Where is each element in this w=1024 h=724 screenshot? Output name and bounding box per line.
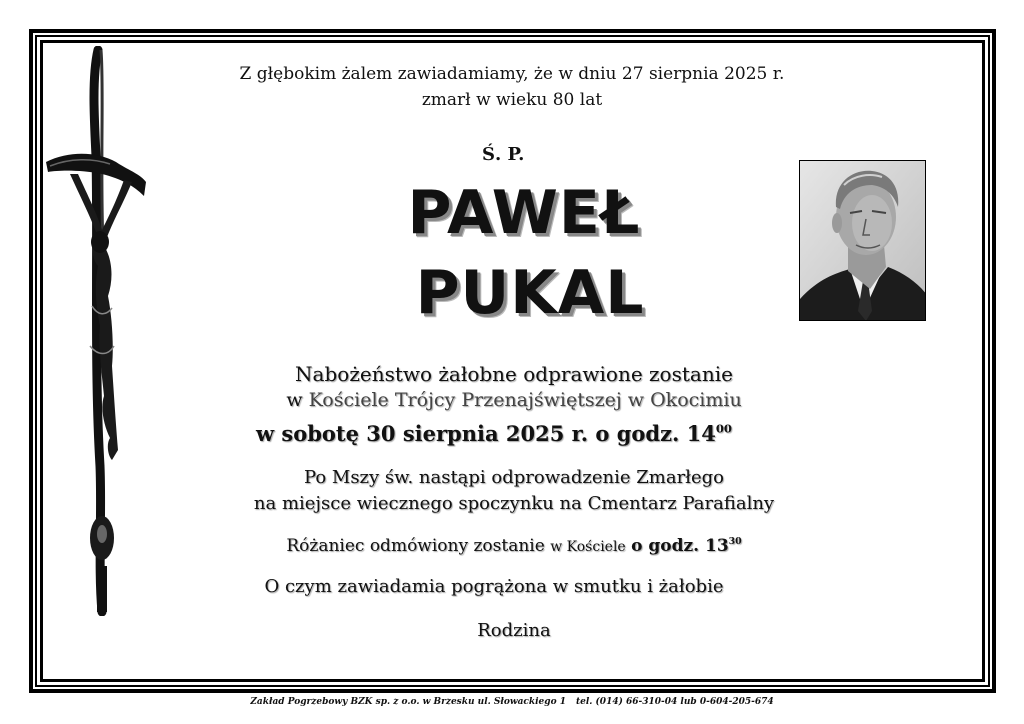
service-line-2-prefix: w: [286, 389, 303, 411]
service-line-1: Nabożeństwo żałobne odprawione zostanie: [295, 362, 733, 386]
rosary-place: w Kościele: [550, 539, 626, 555]
deceased-last-name: PUKAL: [415, 258, 645, 328]
service-date-text: w sobotę 30 sierpnia 2025 r. o godz. 14: [256, 421, 716, 446]
footer-company: Zakład Pogrzebowy BZK sp. z o.o. w Brzesku ul. Słowackiego 1: [250, 697, 566, 707]
family-signature: Rodzina: [477, 620, 551, 641]
service-location: Kościele Trójcy Przenajświętszej w Okocimiu: [308, 389, 742, 411]
deceased-first-name: PAWEŁ: [407, 178, 641, 248]
portrait-photo: [799, 160, 926, 321]
footer-phone: tel. (014) 66-310-04 lub 0-604-205-674: [575, 697, 774, 707]
rosary-time-text: o godz. 13: [631, 536, 729, 556]
burial-line-2: na miejsce wiecznego spoczynku na Cmentarz Parafialny: [253, 493, 775, 514]
crucifix-icon: [40, 46, 152, 616]
intro-line: Z głębokim żalem zawiadamiamy, że w dniu 27 sierpnia 2025 r.: [239, 64, 785, 84]
sp-abbreviation: Ś. P.: [482, 144, 525, 165]
rosary-time: [631, 536, 742, 556]
service-line-2: [214, 389, 814, 411]
service-time-minutes: 00: [715, 421, 732, 436]
rosary-text: Różaniec odmówiony zostanie: [286, 536, 545, 556]
closing-notice: O czym zawiadamia pogrążona w smutku i żałobie: [264, 576, 724, 597]
footer: [0, 697, 1024, 707]
rosary-time-minutes: 30: [728, 536, 742, 547]
burial-line-1: Po Mszy św. nastąpi odprowadzenie Zmarłego: [303, 467, 725, 488]
rosary-line: [214, 536, 814, 556]
service-date-time: [194, 421, 794, 446]
age-line: zmarł w wieku 80 lat: [421, 90, 603, 110]
